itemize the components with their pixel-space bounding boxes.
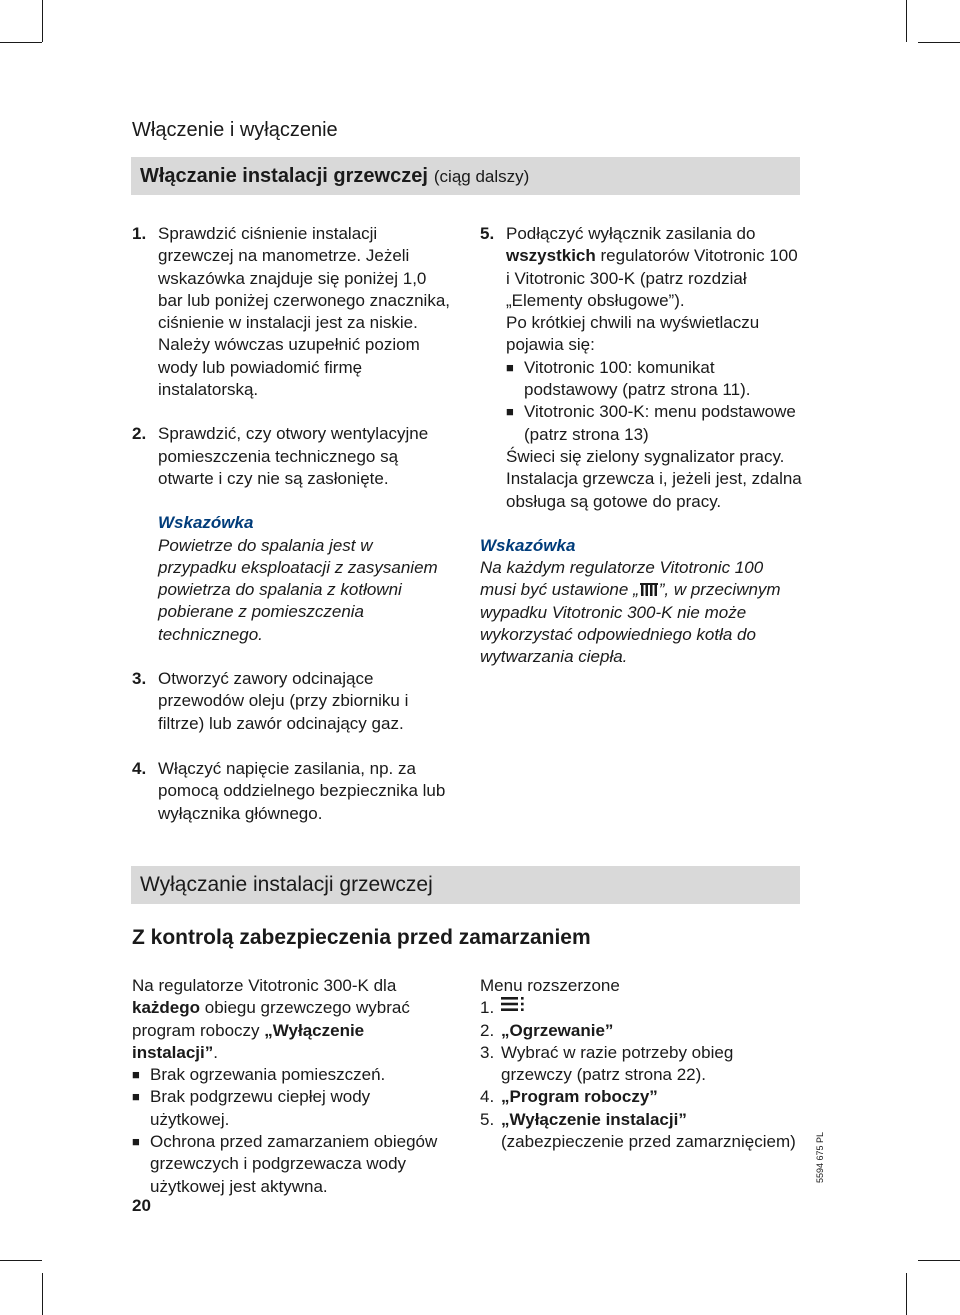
note-vitotronic	[480, 535, 802, 669]
crop-mark	[42, 1273, 43, 1315]
subsection-title: Z kontrolą zabezpieczenia przed zamarzaniem	[132, 926, 591, 949]
document-code: 5594 675 PL	[815, 1131, 825, 1183]
bullet-item: ■ Brak ogrzewania pomieszczeń.	[132, 1065, 386, 1085]
step-5-indicator: Świeci się zielony sygnalizator pracy.	[506, 446, 785, 466]
note-text: Powietrze do spalania jest w przypadku eksploatacji z zasysaniem powietrza do spalania z kotłowni pobierane z pomieszczenia technicznego.	[158, 535, 438, 644]
chapter-title: Włączenie i wyłączenie	[132, 119, 338, 141]
section-bar-switch-off	[131, 866, 800, 904]
note-title: Wskazówka	[158, 513, 254, 533]
step-1: 1. Sprawdzić ciśnienie instalacji grzewczej na manometrze. Jeżeli wskazówka znajduje się poniżej 1,0 bar lub poniżej czerwonego znacznika, ciśnienie w instalacji jest za niskie. Należy wówczas uzupełnić poziom wody lub powiadomić firmę instalatorską.	[132, 224, 451, 400]
bullet-item: ■ Vitotronic 300-K: menu podstawowe (patrz strona 13)	[506, 402, 796, 444]
off-intro: Na regulatorze Vitotronic 300-K dla każdego obiegu grzewczego wybrać program roboczy „Wyłączenie instalacji”.	[132, 976, 410, 1062]
note-text: Na każdym regulatorze Vitotronic 100 musi być ustawione „ ”, w przeciwnym wypadku Vitotronic 300-K nie może wykorzystać odpowiedniego kotła do wytwarzania ciepła.	[480, 558, 781, 667]
note-title: Wskazówka	[480, 535, 576, 555]
section-bar-switch-on	[131, 157, 800, 195]
step-5: 5. Podłączyć wyłącznik zasilania do wszystkich regulatorów Vitotronic 100 i Vitotronic 300-K (patrz rozdział „Elementy obsługowe”). Po krótkiej chwili na wyświetlaczu pojawia się: ■ Vitotronic 100: komunikat podstawowy (patrz strona 11). ■ Vitotronic 300-K: menu podstawowe (patrz strona 13) Świeci się zielony sygnalizator pracy. Instalacja grzewcza i, jeżeli jest, zdalna obsługa są gotowe do pracy.	[480, 223, 802, 513]
step-4: 4. Włączyć napięcie zasilania, np. za pomocą oddzielnego bezpiecznika lub wyłącznika głównego.	[132, 758, 446, 823]
menu-step: 5. „Wyłączenie instalacji” (zabezpieczenie przed zamarznięciem)	[480, 1109, 796, 1152]
crop-mark	[906, 0, 907, 42]
bullet-item: ■ Vitotronic 100: komunikat podstawowy (patrz strona 11).	[506, 357, 751, 400]
crop-mark	[918, 42, 960, 43]
off-left-column	[132, 975, 454, 1198]
crop-mark	[0, 42, 42, 43]
step-5-text: Podłączyć wyłącznik zasilania do wszystkich regulatorów Vitotronic 100 i Vitotronic 300-K (patrz rozdział „Elementy obsługowe”).	[506, 224, 798, 310]
page-number: 20	[132, 1196, 151, 1215]
radiator-icon	[639, 582, 659, 597]
menu-extended-icon	[501, 997, 525, 1011]
off-right-column	[480, 975, 802, 1153]
crop-mark	[42, 0, 43, 42]
bullet-item: ■ Ochrona przed zamarzaniem obiegów grzewczych i podgrzewacza wody użytkowej jest aktywna.	[132, 1132, 438, 1196]
section-title: Wyłączanie instalacji grzewczej	[140, 873, 433, 896]
menu-step: 2. „Ogrzewanie”	[480, 1020, 614, 1040]
menu-step: 4. „Program roboczy”	[480, 1087, 658, 1107]
step-5-ready: Instalacja grzewcza i, jeżeli jest, zdalna obsługa są gotowe do pracy.	[506, 469, 802, 511]
bullet-item: ■ Brak podgrzewu ciepłej wody użytkowej.	[132, 1087, 371, 1129]
step-5-display-intro: Po krótkiej chwili na wyświetlaczu pojawia się:	[506, 313, 760, 355]
step-3: 3. Otworzyć zawory odcinające przewodów oleju (przy zbiorniku i filtrze) lub zawór odcinający gaz.	[132, 669, 409, 733]
section-suffix: (ciąg dalszy)	[433, 167, 530, 186]
menu-step: 3. Wybrać w razie potrzeby obieg grzewczy (patrz strona 22).	[480, 1042, 734, 1085]
crop-mark	[918, 1260, 960, 1261]
left-column	[132, 223, 452, 825]
section-title: Włączanie instalacji grzewczej	[140, 165, 428, 187]
crop-mark	[906, 1273, 907, 1315]
note-ventilation	[132, 512, 452, 646]
right-column	[480, 223, 802, 669]
menu-heading: Menu rozszerzone	[480, 976, 620, 995]
step-2: 2. Sprawdzić, czy otwory wentylacyjne pomieszczenia technicznego są otwarte i czy nie są zasłonięte.	[132, 424, 429, 488]
crop-mark	[0, 1260, 42, 1261]
menu-step: 1.	[480, 997, 802, 1019]
